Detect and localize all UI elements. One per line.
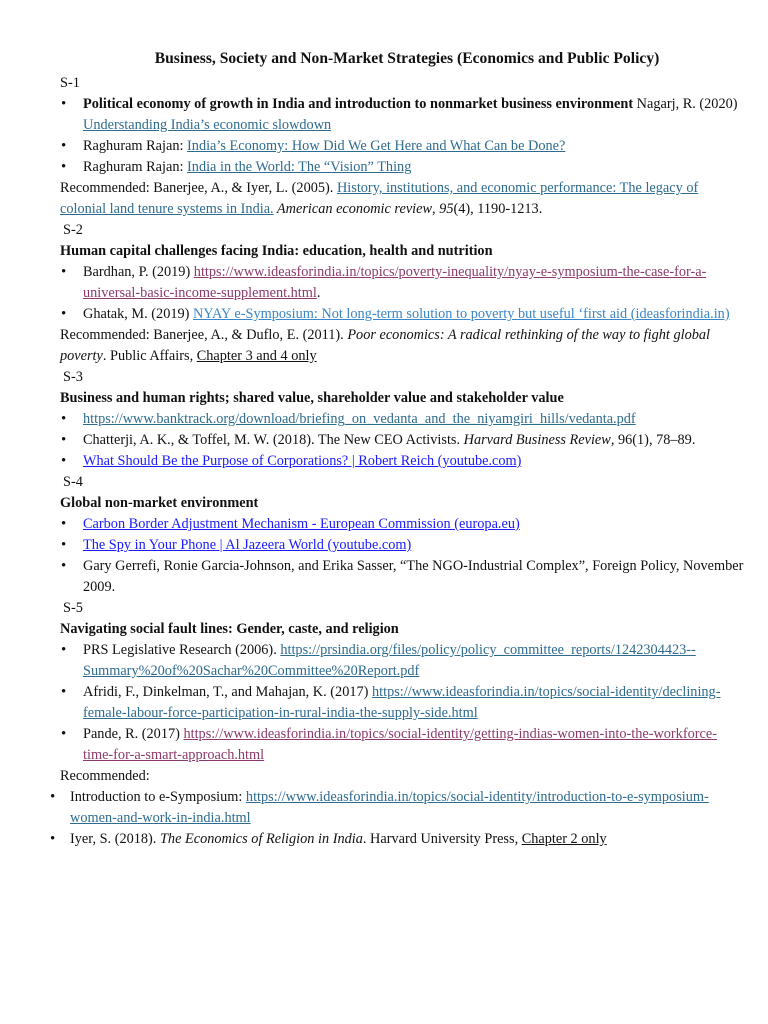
topic-heading: Global non-market environment bbox=[60, 495, 259, 511]
reading-link[interactable]: https://prsindia.org/files/policy/policy_committee_reports/1242304423--Summary%20of%20Sachar%20Committee%20Report.pdf bbox=[83, 642, 696, 679]
reading-link[interactable]: The Spy in Your Phone | Al Jazeera World (youtube.com) bbox=[83, 537, 412, 553]
citation-text: , bbox=[432, 201, 440, 217]
citation-text: . bbox=[316, 285, 321, 301]
citation-text: Introduction to e-Symposium: bbox=[70, 789, 246, 805]
list-item bbox=[60, 430, 746, 451]
list-item bbox=[53, 829, 746, 850]
topic-heading: Business and human rights; shared value, shareholder value and stakeholder value bbox=[60, 390, 564, 406]
list-item bbox=[60, 262, 746, 304]
reading-link[interactable]: https://www.ideasforindia.in/topics/social-identity/declining-female-labour-force-participation-in-rural-india-the-supply-side.html bbox=[83, 684, 721, 721]
citation-text: PRS Legislative Research (2006). bbox=[83, 642, 281, 658]
document-title: Business, Society and Non-Market Strategies (Economics and Public Policy) bbox=[154, 50, 660, 67]
list-item bbox=[60, 94, 746, 136]
list-item bbox=[60, 682, 746, 724]
s4-reading-list bbox=[60, 514, 746, 598]
journal-name: Harvard Business Review bbox=[463, 432, 611, 448]
reading-link[interactable]: https://www.banktrack.org/download/briefing_on_vedanta_and_the_niyamgiri_hills/vedanta.pdf bbox=[83, 411, 636, 427]
session-label-s3: S-3 bbox=[63, 369, 83, 385]
list-item bbox=[60, 556, 746, 598]
citation-text: Gary Gerrefi, Ronie Garcia-Johnson, and Erika Sasser, “The NGO-Industrial Complex”, Foreign Policy, November 2009. bbox=[83, 558, 744, 595]
topic-heading: Navigating social fault lines: Gender, caste, and religion bbox=[60, 621, 399, 637]
session-label-s5: S-5 bbox=[63, 600, 83, 616]
citation-text: Iyer, S. (2018). bbox=[70, 831, 160, 847]
reading-link[interactable]: https://www.ideasforindia.in/topics/social-identity/introduction-to-e-symposium-women-and-work-in-india.html bbox=[70, 789, 709, 826]
reading-link[interactable]: https://www.ideasforindia.in/topics/poverty-inequality/nyay-e-symposium-the-case-for-a-universal-basic-income-supplement.html bbox=[83, 264, 707, 301]
citation-text: (4), 1190-1213. bbox=[453, 201, 543, 217]
reading-link[interactable]: https://www.ideasforindia.in/topics/social-identity/getting-indias-women-into-the-workforce-time-for-a-smart-approach.html bbox=[83, 726, 717, 763]
reading-link[interactable]: What Should Be the Purpose of Corporations? | Robert Reich (youtube.com) bbox=[83, 453, 522, 469]
s1-reading-list bbox=[60, 94, 746, 178]
reading-link[interactable]: Understanding India’s economic slowdown bbox=[83, 117, 332, 133]
recommended-reading bbox=[60, 325, 746, 367]
chapter-note: Chapter 2 only bbox=[521, 831, 607, 847]
recommended-reading bbox=[60, 178, 746, 220]
citation-text: Recommended: Banerjee, A., & Duflo, E. (2011). bbox=[60, 327, 348, 343]
list-item bbox=[60, 451, 746, 472]
list-item bbox=[60, 724, 746, 766]
session-label-s1: S-1 bbox=[60, 75, 80, 91]
citation-text: Raghuram Rajan: bbox=[83, 159, 188, 175]
citation-text: . Harvard University Press, bbox=[362, 831, 522, 847]
list-item bbox=[60, 304, 746, 325]
citation-text: Raghuram Rajan: bbox=[83, 138, 188, 154]
journal-volume: 95 bbox=[439, 201, 454, 217]
citation-text: Ghatak, M. (2019) bbox=[83, 306, 193, 322]
chapter-note: Chapter 3 and 4 only bbox=[196, 348, 317, 364]
citation-text: . Public Affairs, bbox=[102, 348, 197, 364]
list-item bbox=[60, 535, 746, 556]
list-item bbox=[60, 409, 746, 430]
list-item bbox=[60, 514, 746, 535]
reading-link[interactable]: History, institutions, and economic performance: The legacy of colonial land tenure systems in India. bbox=[60, 180, 699, 217]
citation-text: Nagarj, R. (2020) bbox=[633, 96, 738, 112]
citation-text: Afridi, F., Dinkelman, T., and Mahajan, K. (2017) bbox=[83, 684, 372, 700]
book-title: Poor economics: A radical rethinking of the way to fight global poverty bbox=[60, 327, 711, 364]
list-item bbox=[60, 157, 746, 178]
reading-link[interactable]: India in the World: The “Vision” Thing bbox=[187, 159, 412, 175]
list-item bbox=[60, 136, 746, 157]
reading-link[interactable]: India’s Economy: How Did We Get Here and What Can be Done? bbox=[187, 138, 566, 154]
topic-heading: Human capital challenges facing India: education, health and nutrition bbox=[60, 243, 493, 259]
session-label-s4: S-4 bbox=[63, 474, 83, 490]
journal-name: American economic review bbox=[273, 201, 433, 217]
citation-text: , 96(1), 78–89. bbox=[610, 432, 696, 448]
book-title: The Economics of Religion in India bbox=[159, 831, 363, 847]
citation-text: Bardhan, P. (2019) bbox=[83, 264, 194, 280]
citation-text: Chatterji, A. K., & Toffel, M. W. (2018). The New CEO Activists. bbox=[83, 432, 464, 448]
session-label-s2: S-2 bbox=[63, 222, 83, 238]
s3-reading-list bbox=[60, 409, 746, 472]
s5-recommended-list bbox=[60, 787, 746, 850]
topic-heading: Political economy of growth in India and introduction to nonmarket business environment bbox=[83, 96, 634, 112]
list-item bbox=[53, 787, 746, 829]
s2-reading-list bbox=[60, 262, 746, 325]
citation-text: Recommended: Banerjee, A., & Iyer, L. (2005). bbox=[60, 180, 337, 196]
citation-text: Pande, R. (2017) bbox=[83, 726, 184, 742]
list-item bbox=[60, 640, 746, 682]
reading-link[interactable]: Carbon Border Adjustment Mechanism - European Commission (europa.eu) bbox=[83, 516, 520, 532]
recommended-label: Recommended: bbox=[60, 768, 150, 784]
s5-reading-list bbox=[60, 640, 746, 766]
reading-link[interactable]: NYAY e-Symposium: Not long-term solution to poverty but useful ‘first aid (ideasforindia.in) bbox=[192, 306, 730, 322]
